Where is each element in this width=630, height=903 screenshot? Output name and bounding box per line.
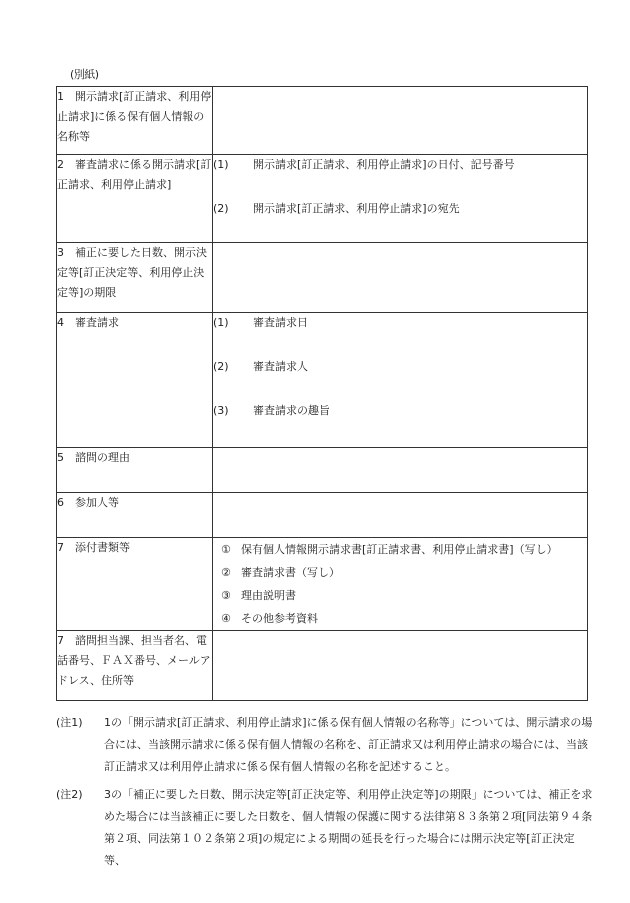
table-row bbox=[57, 243, 588, 313]
table-row bbox=[57, 631, 588, 701]
row-label: 6 参加人等 bbox=[57, 493, 213, 538]
attachment-item: ② 審査請求書（写し） bbox=[221, 566, 340, 579]
row-label: 3 補正に要した日数、開示決定等[訂正決定等、利用停止決定等]の期限 bbox=[57, 243, 213, 313]
note-label: (注2) bbox=[56, 788, 83, 801]
attachment-item: ④ その他参考資料 bbox=[221, 612, 318, 625]
table-row bbox=[57, 155, 588, 243]
attachment-item: ③ 理由説明書 bbox=[221, 589, 296, 602]
sub-item: (1) 開示請求[訂正請求、利用停止請求]の日付、記号番号 bbox=[213, 158, 515, 171]
table-row bbox=[57, 493, 588, 538]
row-content bbox=[213, 313, 588, 448]
sub-item: (2) 開示請求[訂正請求、利用停止請求]の宛先 bbox=[213, 202, 460, 215]
row-content bbox=[213, 87, 588, 155]
note-label: (注1) bbox=[56, 716, 83, 729]
row-label: 7 添付書類等 bbox=[57, 538, 213, 631]
sub-item: (1) 審査請求日 bbox=[213, 316, 308, 329]
row-content bbox=[213, 243, 588, 313]
attachment-label: (別紙) bbox=[70, 68, 99, 81]
row-label: 1 開示請求[訂正請求、利用停止請求]に係る保有個人情報の名称等 bbox=[57, 87, 213, 155]
note-text: 1の「開示請求[訂正請求、利用停止請求]に係る保有個人情報の名称等」については、開示請求の場合には、当該開示請求に係る保有個人情報の名称を、訂正請求又は利用停止請求の場合には、当該訂正請求又は利用停止請求に係る保有個人情報の名称を記述すること。 bbox=[104, 716, 593, 773]
row-content bbox=[213, 538, 588, 631]
table-row bbox=[57, 448, 588, 493]
row-content bbox=[213, 631, 588, 701]
row-label: 5 諮問の理由 bbox=[57, 448, 213, 493]
row-label: 4 審査請求 bbox=[57, 313, 213, 448]
note-text: 3の「補正に要した日数、開示決定等[訂正決定等、利用停止決定等]の期限」については、補正を求めた場合には当該補正に要した日数を、個人情報の保護に関する法律第８３条第２項[同法第９４条第２項、同法第１０２条第２項]の規定による期間の延長を行った場合には開示決定等[訂正決定等、 bbox=[104, 788, 593, 867]
sub-item: (2) 審査請求人 bbox=[213, 360, 308, 373]
notes-section bbox=[56, 712, 596, 878]
row-label: 7 諮問担当課、担当者名、電話番号、ＦＡＸ番号、メールアドレス、住所等 bbox=[57, 631, 213, 701]
row-content bbox=[213, 493, 588, 538]
table-row bbox=[57, 538, 588, 631]
table-row bbox=[57, 87, 588, 155]
form-table bbox=[56, 86, 588, 701]
row-content bbox=[213, 155, 588, 243]
table-row bbox=[57, 313, 588, 448]
note-1 bbox=[56, 712, 596, 778]
note-2 bbox=[56, 784, 596, 872]
sub-item: (3) 審査請求の趣旨 bbox=[213, 404, 330, 417]
row-content bbox=[213, 448, 588, 493]
row-label: 2 審査請求に係る開示請求[訂正請求、利用停止請求] bbox=[57, 155, 213, 243]
attachment-item: ① 保有個人情報開示請求書[訂正請求書、利用停止請求書]（写し） bbox=[221, 543, 558, 556]
